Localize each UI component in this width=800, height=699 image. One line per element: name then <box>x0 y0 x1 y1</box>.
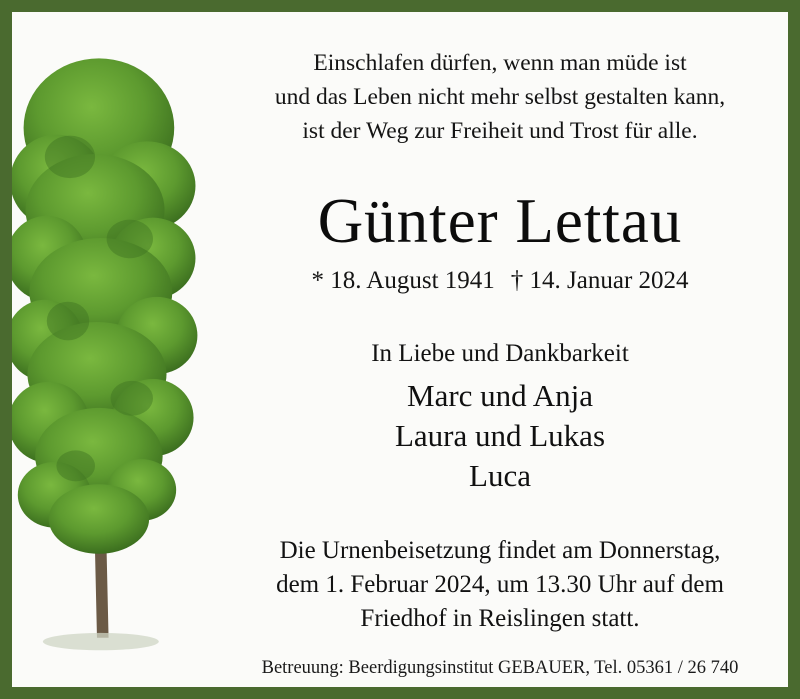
birth-date: * 18. August 1941 <box>311 267 495 294</box>
death-date: † 14. Januar 2024 <box>510 267 689 294</box>
funeral-line-1: Die Urnenbeisetzung findet am Donnerstag, <box>279 537 721 564</box>
tree-trunk <box>83 174 108 638</box>
family-name-3: Luca <box>469 458 531 493</box>
deceased-name: Günter Lettau <box>317 186 683 256</box>
card-inner <box>12 12 788 687</box>
funeral-info <box>212 534 788 636</box>
family-name-2: Laura und Lukas <box>394 418 606 453</box>
funeral-line-3: Friedhof in Reislingen statt. <box>360 605 640 632</box>
tree-ground-shadow <box>43 633 159 650</box>
tree-foliage <box>12 58 197 553</box>
funeral-line-2: dem 1. Februar 2024, um 13.30 Uhr auf dem <box>276 571 724 598</box>
family-names <box>212 376 788 496</box>
poem-line-3: ist der Weg zur Freiheit und Trost für alle. <box>302 118 698 144</box>
provider-note: Betreuung: Beerdigungsinstitut GEBAUER, Tel. 05361 / 26 740 <box>261 658 739 678</box>
poem-line-1: Einschlafen dürfen, wenn man müde ist <box>313 50 687 76</box>
family-name-1: Marc und Anja <box>407 378 593 413</box>
dedication-intro: In Liebe und Dankbarkeit <box>371 340 629 367</box>
text-column <box>212 12 788 687</box>
poem-line-2: und das Leben nicht mehr selbst gestalten kann, <box>274 84 726 110</box>
memorial-poem <box>212 46 788 148</box>
life-dates <box>212 266 788 296</box>
